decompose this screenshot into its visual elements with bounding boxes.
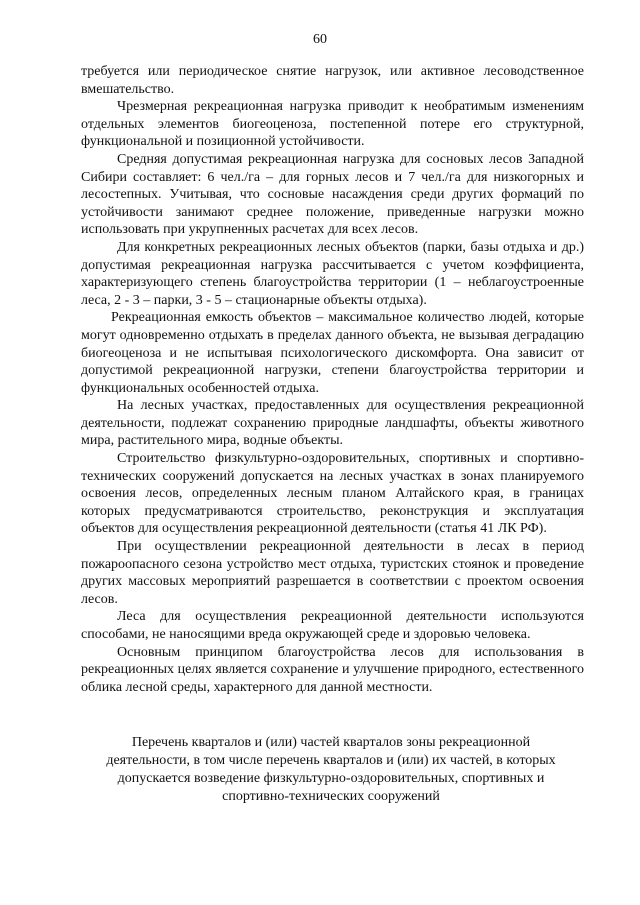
paragraph-preservation: На лесных участках, предоставленных для осуществления рекреационной деятельности, подлежат сохранению природные ландшафты, объекты животного мира, растительного мира, водные объекты. — [81, 398, 584, 449]
document-body — [81, 63, 584, 696]
paragraph-specific-objects: Для конкретных рекреационных лесных объектов (парки, базы отдыха и др.) допустимая рекреационная нагрузка рассчитывается с учетом коэффициента, характеризующего степень благоустройства территории (1 – неблагоустроенные леса, 2 - 3 – парки, 3 - 5 – стационарные объекты отдыха). — [81, 239, 584, 308]
section-title: Перечень кварталов и (или) частей кварталов зоны рекреационной деятельности, в том числе перечень кварталов и (или) их частей, в которых допускается возведение физкультурно-оздоровительных, спортивных и спортивно-технических сооружений — [106, 735, 556, 804]
paragraph-usage-methods: Леса для осуществления рекреационной деятельности используются способами, не наносящими вреда окружающей среде и здоровью человека. — [81, 609, 584, 642]
page-number: 60 — [313, 32, 327, 47]
paragraph-excessive-load: Чрезмерная рекреационная нагрузка приводит к необратимым изменениям отдельных элементов биогеоценоза, постепенной потере его структурной, функциональной и позиционной устойчивости. — [81, 99, 584, 150]
paragraph-fire-season: При осуществлении рекреационной деятельности в лесах в период пожароопасного сезона устройство мест отдыха, туристских стоянок и проведение других массовых мероприятий разрешается в соответствии с проектом освоения лесов. — [81, 539, 584, 607]
paragraph-main-principle: Основным принципом благоустройства лесов для использования в рекреационных целях является сохранение и улучшение природного, естественного облика лесной среды, характерного для данной местности. — [81, 644, 584, 695]
paragraph-construction: Строительство физкультурно-оздоровительных, спортивных и спортивно-технических сооружений допускается на лесных участках в зонах планируемого освоения лесов, определенных лесным планом Алтайского края, в границах которых предусматриваются строительство, реконструкция и эксплуатация объектов для осуществления рекреационной деятельности (статья 41 ЛК РФ). — [81, 451, 584, 537]
paragraph-average-load: Средняя допустимая рекреационная нагрузка для сосновых лесов Западной Сибири составляет: 6 чел./га – для горных лесов и 7 чел./га для низкогорных и лесостепных. Учитывая, что сосновые насаждения среди других формаций по устойчивости занимают среднее положение, приведенные нагрузки можно использовать при укрупненных расчетах для всех лесов. — [81, 151, 584, 238]
paragraph-continuation: требуется или периодическое снятие нагрузок, или активное лесоводственное вмешательство. — [81, 64, 584, 97]
paragraph-recreational-capacity: Рекреационная емкость объектов – максимальное количество людей, которые могут одновременно отдыхать в пределах данного объекта, не вызывая деградацию биогеоценоза и не испытывая психологического дискомфорта. Она зависит от допустимой рекреационной нагрузки, степени благоустройства территории и функциональных особенностей отдыха. — [81, 310, 584, 396]
